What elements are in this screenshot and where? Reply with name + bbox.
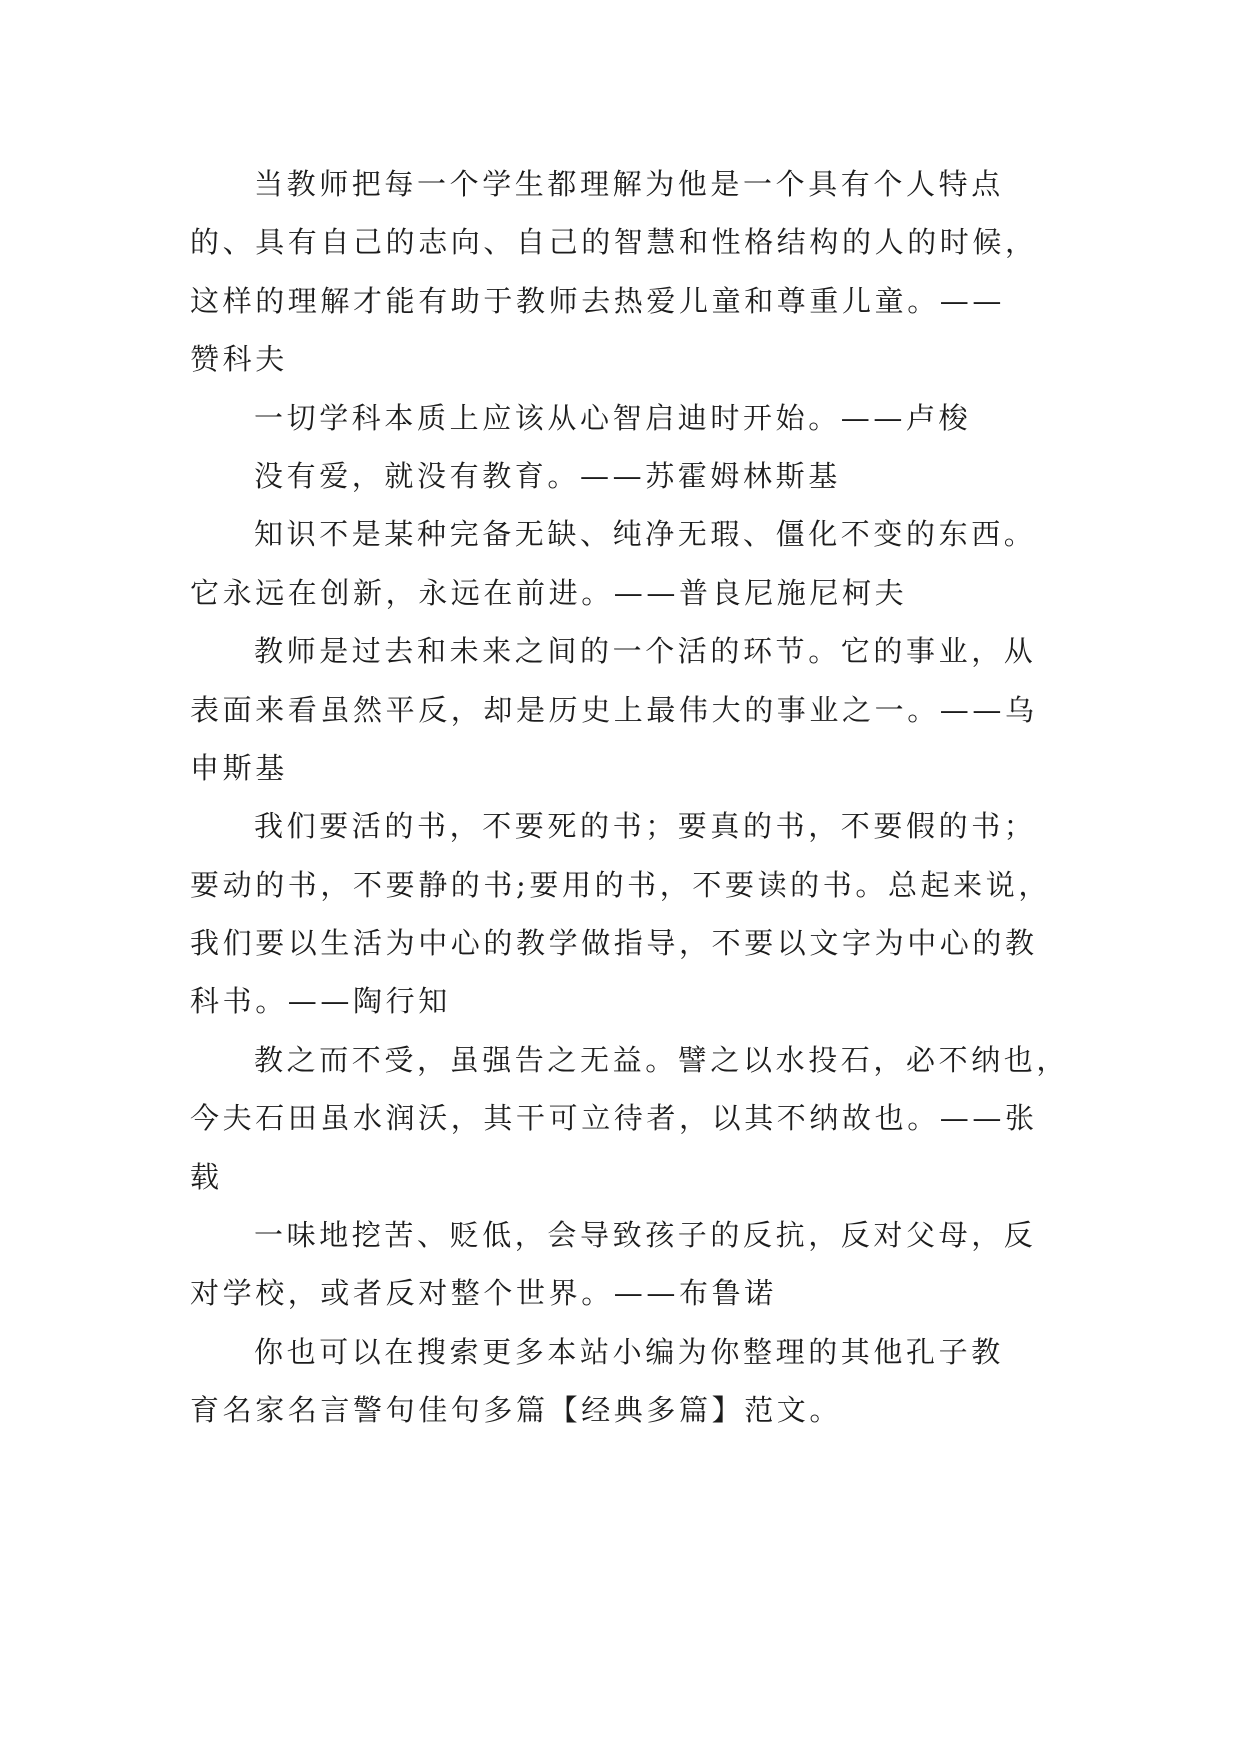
quote-paragraph [190,447,1060,505]
document-body [190,155,1070,1440]
text-line: 当教师把每一个学生都理解为他是一个具有个人特点 [254,167,1004,201]
text-line: 教之而不受，虽强告之无益。譬之以水投石，必不纳也， [254,1042,1070,1077]
text-line: 载 [190,1159,223,1194]
quote-paragraph [190,622,1060,797]
text-line: 一切学科本质上应该从心智启迪时开始。——卢梭 [254,400,972,435]
text-line: 科书。——陶行知 [190,984,451,1019]
text-line: 一味地挖苦、贬低，会导致孩子的反抗，反对父母，反 [254,1218,1037,1253]
text-line: 表面来看虽然平反，却是历史上最伟大的事业之一。——乌 [190,692,1038,727]
closing-paragraph [190,1323,1060,1440]
text-line: 申斯基 [190,750,288,785]
text-line: 教师是过去和未来之间的一个活的环节。它的事业，从 [254,634,1037,669]
text-line: 这样的理解才能有助于教师去热爱儿童和尊重儿童。—— [190,283,1006,318]
text-line: 要动的书，不要静的书;要用的书，不要读的书。总起来说， [190,867,1051,902]
text-line: 知识不是某种完备无缺、纯净无瑕、僵化不变的东西。 [254,517,1037,552]
text-line: 它永远在创新，永远在前进。——普良尼施尼柯夫 [190,575,908,610]
text-line: 育名家名言警句佳句多篇【经典多篇】范文。 [190,1393,843,1428]
quote-paragraph [190,797,1060,1031]
text-line: 没有爱，就没有教育。——苏霍姆林斯基 [254,458,841,493]
quote-paragraph [190,155,1060,389]
quote-paragraph [190,1206,1060,1323]
text-line: 我们要以生活为中心的教学做指导，不要以文字为中心的教 [190,926,1038,961]
text-line: 的、具有自己的志向、自己的智慧和性格结构的人的时候， [190,225,1038,260]
text-line: 对学校，或者反对整个世界。——布鲁诺 [190,1276,777,1311]
quote-paragraph [190,389,1060,447]
text-line: 赞科夫 [190,342,288,377]
text-line: 我们要活的书，不要死的书；要真的书，不要假的书； [254,809,1037,844]
text-line: 你也可以在搜索更多本站小编为你整理的其他孔子教 [254,1334,1004,1369]
quote-paragraph [190,1031,1070,1206]
text-line: 今夫石田虽水润沃，其干可立待者，以其不纳故也。——张 [190,1101,1038,1136]
quote-paragraph [190,505,1060,622]
